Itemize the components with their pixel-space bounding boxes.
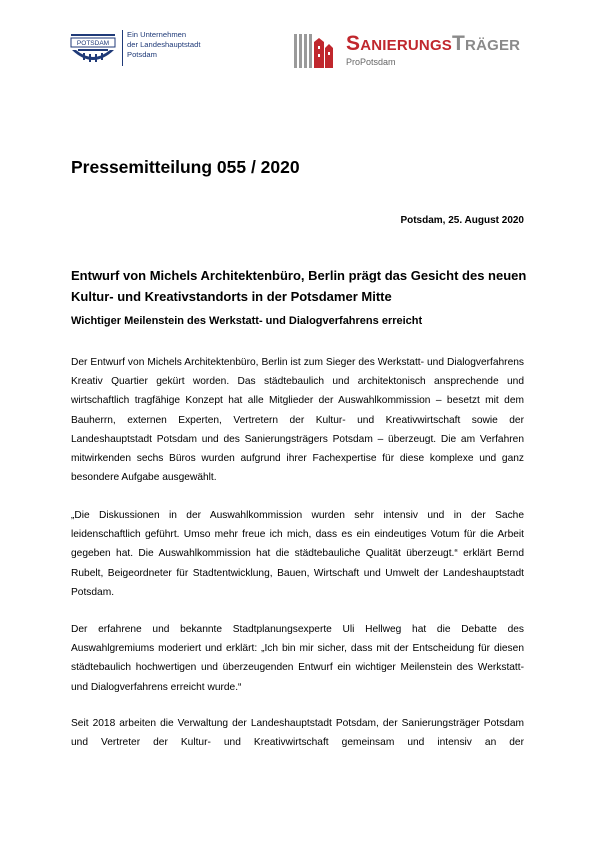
potsdam-logo-divider xyxy=(122,30,123,66)
potsdam-logo xyxy=(70,30,210,70)
wordmark-part-grey: Träger xyxy=(452,32,521,55)
potsdam-logo-text xyxy=(127,30,200,60)
headline: Entwurf von Michels Architektenbüro, Berlin prägt das Gesicht des neuen Kultur- und Kreativstandorts in der Potsdamer Mitte xyxy=(71,268,527,304)
page-title: Pressemitteilung 055 / 2020 xyxy=(71,157,300,177)
body-paragraph: Der erfahrene und bekannte Stadtplanungsexperte Uli Hellweg hat die Debatte des Auswahlgremiums moderiert und erklärt: „Ich bin mir sicher, dass mit der Entscheidung für diesen städtebaulich hochwertigen und überzeugenden Entwurf ein wichtiger Meilenstein des Werkstatt- und Dialogverfahrens erreicht wurde.“ xyxy=(71,624,524,693)
wordmark-part-red: Sanierungs xyxy=(346,32,453,55)
potsdam-emblem-text: POTSDAM xyxy=(76,40,110,48)
potsdam-logo-line: Ein Unternehmen xyxy=(127,30,187,39)
press-release-date: Potsdam, 25. August 2020 xyxy=(400,215,524,226)
subheadline: Wichtiger Meilenstein des Werkstatt- und Dialogverfahrens erreicht xyxy=(71,315,423,327)
sanierungstraeger-subline: ProPotsdam xyxy=(346,57,396,67)
body-paragraph: „Die Diskussionen in der Auswahlkommission wurden sehr intensiv und in der Sache leidenschaftlich geführt. Umso mehr freue ich mich, dass es ein eindeutiges Votum für die Arbeit gegeben hat. Die Auswahlkommission hat die städtebauliche Qualität überzeugt.“ erklärt Bernd Rubelt, Beigeordneter für Stadtentwicklung, Bauen, Wirtschaft und Umwelt der Landeshauptstadt Potsdam. xyxy=(71,510,524,598)
sanierungstraeger-logo xyxy=(294,30,564,74)
sanierungstraeger-wordmark xyxy=(346,32,520,56)
body-paragraph: Der Entwurf von Michels Architektenbüro, Berlin ist zum Sieger des Werkstatt- und Dialogverfahrens Kreativ Quartier gekürt worden. Das städtebaulich und architektonisch ansprechende und wirtschaftlich tragfähige Konzept hat alle Mitglieder der Auswahlkommission – besetzt mit dem Bauherrn, externen Experten, Vertretern der Kultur- und Kreativwirtschaft sowie der Landeshauptstadt Potsdam und des Sanierungsträgers Potsdam – überzeugt. Die am Verfahren mitwirkenden sechs Büros wurden aufgrund ihrer Fachexpertise für diese komplexe und ganz besondere Aufgabe ausgewählt. xyxy=(71,357,524,484)
building-bars-icon xyxy=(294,30,334,70)
potsdam-emblem-icon xyxy=(70,32,116,68)
potsdam-logo-line: Potsdam xyxy=(127,50,157,59)
potsdam-logo-line: der Landeshauptstadt xyxy=(127,40,201,49)
body-paragraph: Seit 2018 arbeiten die Verwaltung der Landeshauptstadt Potsdam, der Sanierungsträger Potsdam und Vertreter der Kultur- und Kreativwirtschaft gemeinsam und intensiv an der xyxy=(71,718,524,749)
